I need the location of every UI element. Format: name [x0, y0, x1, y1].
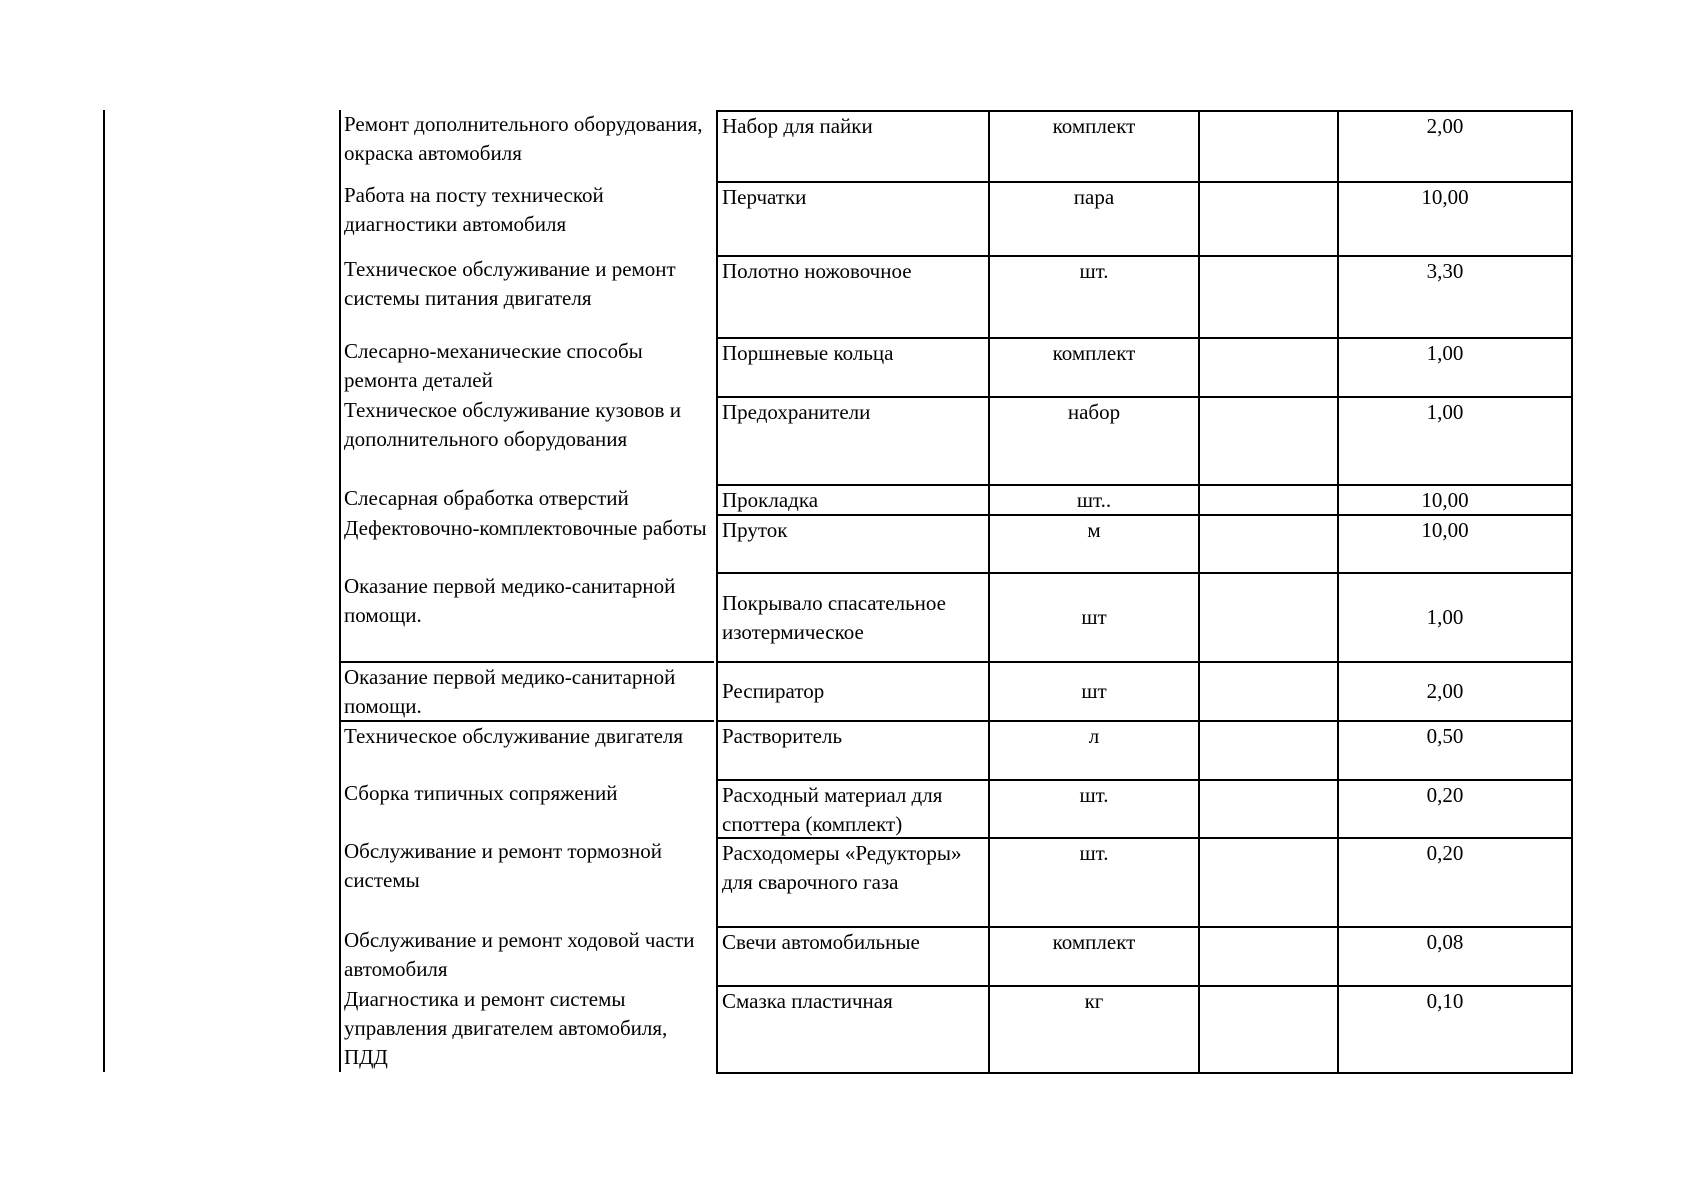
unit-cell: пара	[988, 181, 1198, 255]
unit-cell: шт.	[988, 837, 1198, 926]
unit-text: шт	[1081, 679, 1107, 703]
table-row	[0, 110, 1697, 181]
table-row	[0, 837, 1697, 926]
item-name-cell: Поршневые кольца	[716, 337, 988, 396]
unit-cell: комплект	[988, 926, 1198, 985]
empty-cell	[1198, 572, 1337, 661]
unit-cell: м	[988, 514, 1198, 572]
item-name-cell	[716, 572, 988, 661]
unit-cell: комплект	[988, 337, 1198, 396]
empty-cell	[1198, 985, 1337, 1074]
item-name-cell: Растворитель	[716, 720, 988, 779]
item-name-cell: Расходомеры «Редукторы» для сварочного газа	[716, 837, 988, 926]
table-row	[0, 484, 1697, 514]
empty-cell	[1198, 926, 1337, 985]
table-row	[0, 926, 1697, 985]
empty-cell	[1198, 661, 1337, 720]
topic-cell: Дефектовочно-комплектовочные работы	[344, 516, 707, 540]
quantity-text: 1,00	[1426, 605, 1464, 629]
quantity-cell: 0,10	[1337, 985, 1573, 1074]
topic-cell: Сборка типичных сопряжений	[344, 781, 618, 805]
quantity-cell: 10,00	[1337, 484, 1573, 514]
quantity-cell: 10,00	[1337, 181, 1573, 255]
empty-cell	[1198, 110, 1337, 181]
item-name-text: Респиратор	[722, 679, 825, 703]
quantity-cell: 0,20	[1337, 837, 1573, 926]
item-name-cell: Смазка пластичная	[716, 985, 988, 1074]
item-name-cell: Расходный материал для споттера (комплект)	[716, 779, 988, 837]
topic-cell: Ремонт дополнительного оборудования, окраска автомобиля	[344, 112, 703, 165]
unit-cell: кг	[988, 985, 1198, 1074]
empty-cell	[1198, 255, 1337, 337]
quantity-cell	[1337, 572, 1573, 661]
item-name-cell: Прокладка	[716, 484, 988, 514]
quantity-cell: 1,00	[1337, 396, 1573, 484]
quantity-cell: 0,20	[1337, 779, 1573, 837]
quantity-cell: 0,08	[1337, 926, 1573, 985]
topic-cell: Слесарная обработка отверстий	[344, 486, 629, 510]
empty-cell	[1198, 514, 1337, 572]
table-row	[0, 514, 1697, 572]
topic-cell: Обслуживание и ремонт тормозной системы	[344, 839, 663, 892]
quantity-cell: 1,00	[1337, 337, 1573, 396]
table-row	[0, 779, 1697, 837]
empty-cell	[1198, 337, 1337, 396]
unit-text: шт	[1081, 605, 1107, 629]
unit-cell: комплект	[988, 110, 1198, 181]
table-row	[0, 396, 1697, 484]
table-row	[0, 572, 1697, 661]
empty-cell	[1198, 181, 1337, 255]
item-name-cell: Перчатки	[716, 181, 988, 255]
topic-cell: Обслуживание и ремонт ходовой части автомобиля	[344, 928, 695, 981]
table-row	[0, 181, 1697, 255]
item-name-cell: Пруток	[716, 514, 988, 572]
empty-cell	[1198, 779, 1337, 837]
unit-cell: шт.	[988, 779, 1198, 837]
item-name-cell: Набор для пайки	[716, 110, 988, 181]
quantity-cell: 2,00	[1337, 110, 1573, 181]
item-name-cell	[716, 661, 988, 720]
topic-cell: Слесарно-механические способы ремонта деталей	[344, 339, 643, 392]
table-row	[0, 255, 1697, 337]
unit-cell: л	[988, 720, 1198, 779]
topic-cell: Оказание первой медико-санитарной помощи.	[341, 661, 714, 720]
topic-cell: Оказание первой медико-санитарной помощи.	[344, 574, 676, 627]
item-name-cell: Предохранители	[716, 396, 988, 484]
quantity-cell: 0,50	[1337, 720, 1573, 779]
table-row	[0, 720, 1697, 779]
quantity-cell: 3,30	[1337, 255, 1573, 337]
quantity-cell: 10,00	[1337, 514, 1573, 572]
empty-cell	[1198, 484, 1337, 514]
unit-cell: шт.	[988, 255, 1198, 337]
topic-cell: Диагностика и ремонт системы управления двигателем автомобиля, ПДД	[344, 987, 668, 1069]
table-row	[0, 337, 1697, 396]
quantity-text: 2,00	[1426, 679, 1464, 703]
item-name-text: Покрывало спасательное изотермическое	[722, 590, 946, 644]
unit-cell: шт..	[988, 484, 1198, 514]
table-row	[0, 661, 1697, 720]
unit-cell: набор	[988, 396, 1198, 484]
item-name-cell: Свечи автомобильные	[716, 926, 988, 985]
quantity-cell	[1337, 661, 1573, 720]
empty-cell	[1198, 396, 1337, 484]
empty-cell	[1198, 837, 1337, 926]
item-name-cell: Полотно ножовочное	[716, 255, 988, 337]
unit-cell	[988, 572, 1198, 661]
topic-cell: Техническое обслуживание кузовов и дополнительного оборудования	[344, 398, 681, 451]
topic-cell: Техническое обслуживание двигателя	[341, 720, 714, 779]
topic-cell: Работа на посту технической диагностики автомобиля	[344, 183, 604, 236]
table-row	[0, 985, 1697, 1074]
topic-cell: Техническое обслуживание и ремонт системы питания двигателя	[344, 257, 676, 310]
unit-cell	[988, 661, 1198, 720]
empty-cell	[1198, 720, 1337, 779]
